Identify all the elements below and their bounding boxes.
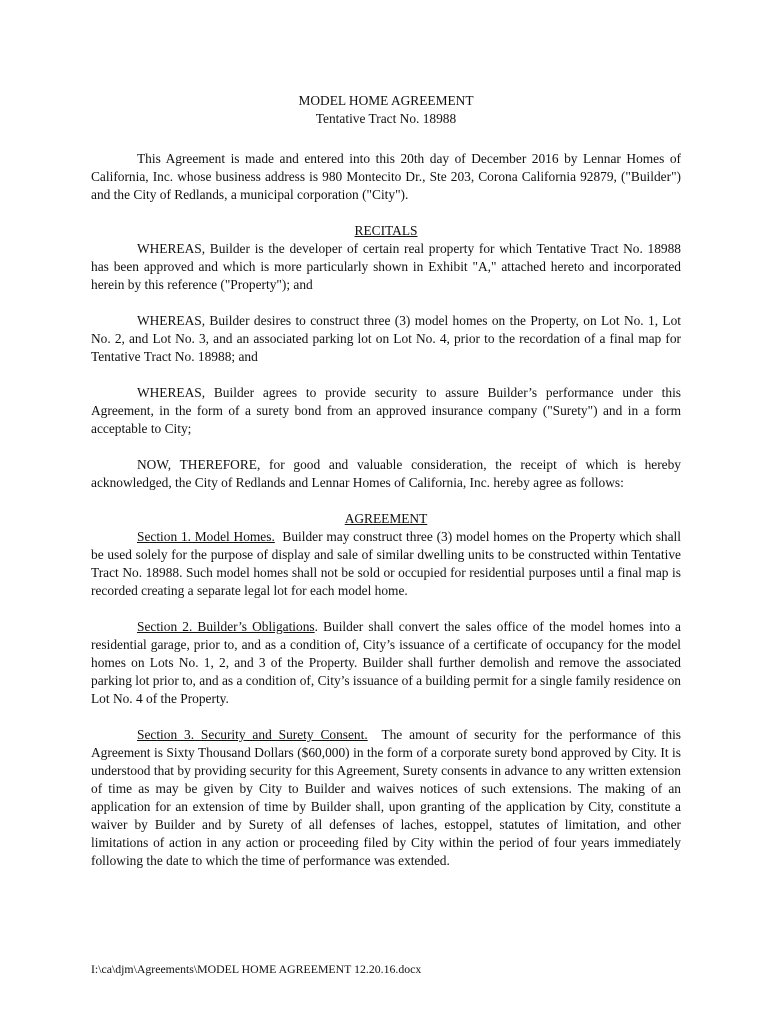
section-3-paragraph (91, 726, 681, 870)
section-1-title: Section 1. Model Homes. (137, 529, 275, 544)
section-3-title: Section 3. Security and Surety Consent. (137, 727, 368, 742)
document-subtitle: Tentative Tract No. 18988 (315, 111, 457, 126)
section-3-body: The amount of security for the performance of this Agreement is Sixty Thousand Dollars ($60,000) in the form of a corporate surety bond approved by City. It is understood that by providing security for this Agreement, Surety consents in advance to any written extension of time as may be given by City to Builder and waives notices of such extensions. The making of an application for an extension of time by Builder shall, upon granting of the application by City, constitute a waiver by Builder and by Surety of all defenses of laches, estoppel, statutes of limitation, and other limitations of action in any action or proceeding filed by City within the period of four years immediately following the date to which the time of performance was extended. (91, 727, 682, 868)
recitals-heading: RECITALS (354, 223, 418, 238)
document-page (91, 92, 681, 870)
intro-paragraph: This Agreement is made and entered into this 20th day of December 2016 by Lennar Homes of California, Inc. whose business address is 980 Montecito Dr., Ste 203, Corona California 92879, ("Builder") and the City of Redlands, a municipal corporation ("City"). (91, 151, 681, 202)
footer-file-path: I:\ca\djm\Agreements\MODEL HOME AGREEMENT 12.20.16.docx (91, 962, 422, 976)
document-title: MODEL HOME AGREEMENT (298, 93, 474, 108)
recital-paragraph: WHEREAS, Builder is the developer of certain real property for which Tentative Tract No. 18988 has been approved and which is more particularly shown in Exhibit "A," attached hereto and incorporated herein by this reference ("Property"); and (91, 241, 681, 292)
section-2-body: . Builder shall convert the sales office of the model homes into a residential garage, prior to, and as a condition of, City’s issuance of a certificate of occupancy for the model homes on Lots No. 1, 2, and 3 of the Property. Builder shall further demolish and remove the associated parking lot prior to, and as a condition of, City’s issuance of a building permit for a single family residence on Lot No. 4 of the Property. (91, 619, 681, 706)
recital-paragraph: WHEREAS, Builder agrees to provide security to assure Builder’s performance under this Agreement, in the form of a surety bond from an approved insurance company ("Surety") and in a form acceptable to City; (91, 385, 681, 436)
recital-paragraph: WHEREAS, Builder desires to construct three (3) model homes on the Property, on Lot No. 1, Lot No. 2, and Lot No. 3, and an associated parking lot on Lot No. 4, prior to the recordation of a final map for Tentative Tract No. 18988; and (91, 313, 681, 364)
agreement-heading: AGREEMENT (344, 511, 428, 526)
section-1-paragraph (91, 528, 681, 600)
section-1-body: Builder may construct three (3) model homes on the Property which shall be used solely for the purpose of display and sale of similar dwelling units to be constructed within Tentative Tract No. 18988. Such model homes shall not be sold or occupied for residential purposes until a final map is recorded creating a separate legal lot for each model home. (91, 529, 681, 598)
recital-paragraph: NOW, THEREFORE, for good and valuable consideration, the receipt of which is hereby acknowledged, the City of Redlands and Lennar Homes of California, Inc. hereby agree as follows: (91, 457, 681, 490)
section-2-paragraph (91, 618, 681, 708)
section-2-title: Section 2. Builder’s Obligations (137, 619, 315, 634)
